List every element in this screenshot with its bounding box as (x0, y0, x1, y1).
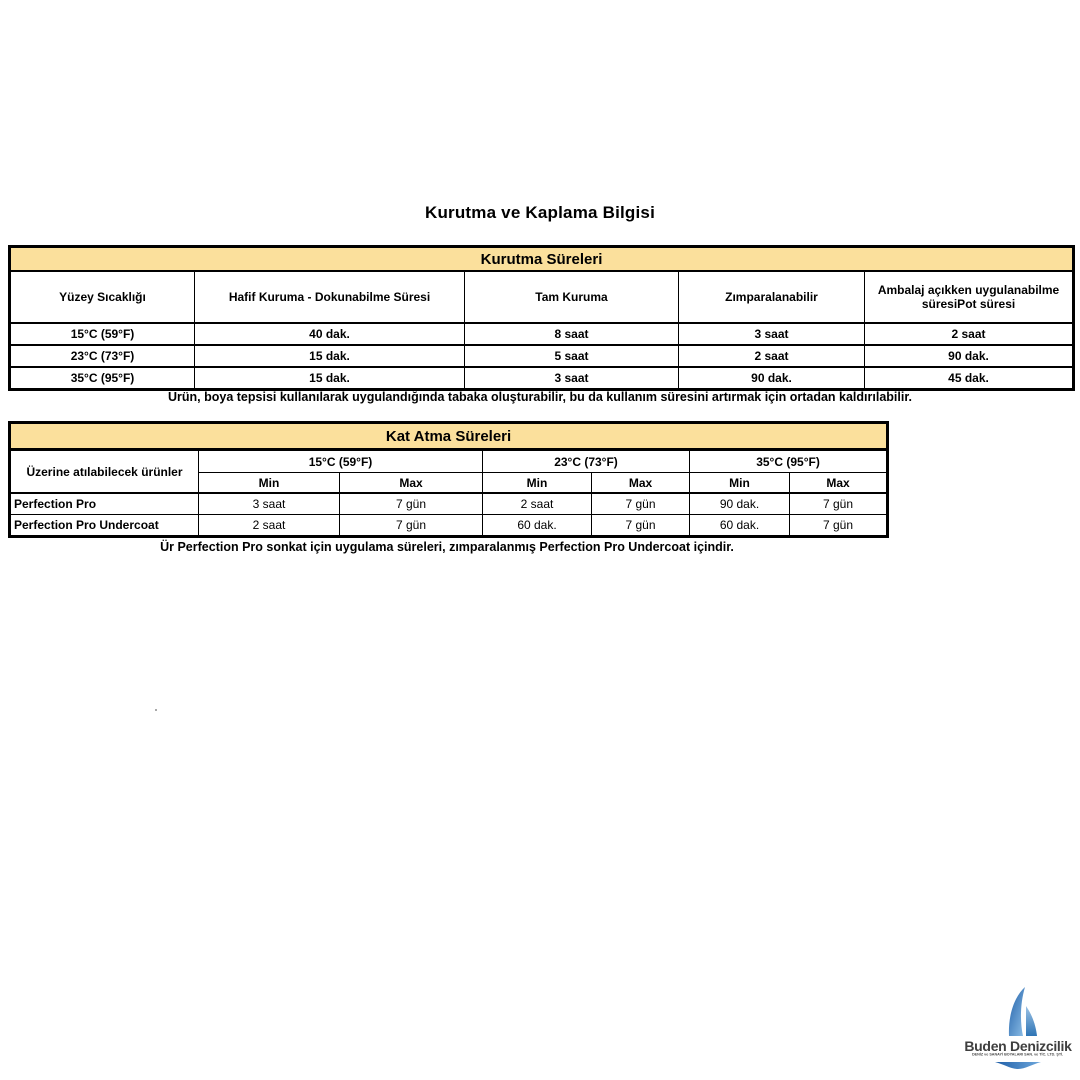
minmax-header: Max (790, 473, 888, 494)
column-header: Yüzey Sıcaklığı (10, 271, 195, 323)
table-cell: 3 saat (679, 323, 865, 345)
table-cell: 90 dak. (690, 493, 790, 515)
temp-group-header: 15°C (59°F) (199, 450, 483, 473)
overcoating-times-table (8, 421, 889, 538)
minmax-header: Min (690, 473, 790, 494)
column-header: Zımparalanabilir (679, 271, 865, 323)
minmax-header: Min (199, 473, 340, 494)
minmax-header: Max (340, 473, 483, 494)
drying-table-note: Ürün, boya tepsisi kullanılarak uygulandığında tabaka oluşturabilir, bu da kullanım süresini artırmak için ortadan kaldırılabilir. (168, 390, 912, 404)
logo-caption: DENİZ ve SANAYİ BOYALARI SAN. ve TİC. LTD. ŞTİ. (972, 1053, 1064, 1057)
table-cell: 35°C (95°F) (10, 367, 195, 390)
table-cell: 15 dak. (195, 345, 465, 367)
page-title: Kurutma ve Kaplama Bilgisi (424, 203, 656, 222)
table-cell: 7 gün (790, 515, 888, 537)
table-cell: 3 saat (199, 493, 340, 515)
minmax-header: Max (592, 473, 690, 494)
table-cell: 90 dak. (865, 345, 1074, 367)
minmax-header: Min (483, 473, 592, 494)
company-logo (960, 986, 1076, 1070)
table-cell: 8 saat (465, 323, 679, 345)
stray-dot-artifact (155, 709, 157, 711)
table-cell: 5 saat (465, 345, 679, 367)
product-name-cell: Perfection Pro (10, 493, 199, 515)
table-cell: 7 gün (340, 493, 483, 515)
table-row (10, 323, 1074, 345)
table-cell: 2 saat (483, 493, 592, 515)
table-cell: 7 gün (592, 515, 690, 537)
table-cell: 60 dak. (690, 515, 790, 537)
column-header: Ambalaj açıkken uygulanabilme süresiPot süresi (865, 271, 1074, 323)
table-header-row (10, 450, 888, 473)
corner-header: Üzerine atılabilecek ürünler (10, 450, 199, 494)
column-header: Hafif Kuruma - Dokunabilme Süresi (195, 271, 465, 323)
table-cell: 15 dak. (195, 367, 465, 390)
temp-group-header: 35°C (95°F) (690, 450, 888, 473)
logo-swoosh-icon (995, 1061, 1041, 1070)
table-cell: 90 dak. (679, 367, 865, 390)
table-cell: 2 saat (199, 515, 340, 537)
table-cell: 2 saat (679, 345, 865, 367)
table-header-row (10, 271, 1074, 323)
table-row (10, 345, 1074, 367)
drying-times-table (8, 245, 1075, 391)
column-header: Tam Kuruma (465, 271, 679, 323)
table-cell: 45 dak. (865, 367, 1074, 390)
logo-company-name: Buden Denizcilik (964, 1038, 1072, 1054)
table-cell: 15°C (59°F) (10, 323, 195, 345)
overcoat-table-note: Ür Perfection Pro sonkat için uygulama süreleri, zımparalanmış Perfection Pro Undercoat içindir. (160, 540, 734, 554)
table-cell: 40 dak. (195, 323, 465, 345)
sailboat-icon (989, 986, 1047, 1038)
table-cell: 3 saat (465, 367, 679, 390)
table-row (10, 493, 888, 515)
table-row (10, 515, 888, 537)
table-cell: 60 dak. (483, 515, 592, 537)
product-name-cell: Perfection Pro Undercoat (10, 515, 199, 537)
table-cell: 2 saat (865, 323, 1074, 345)
overcoat-table-title: Kat Atma Süreleri (10, 423, 888, 450)
table-band-row (10, 423, 888, 450)
table-band-row (10, 247, 1074, 272)
temp-group-header: 23°C (73°F) (483, 450, 690, 473)
drying-table-title: Kurutma Süreleri (10, 247, 1074, 272)
table-cell: 7 gün (592, 493, 690, 515)
table-cell: 7 gün (340, 515, 483, 537)
table-cell: 23°C (73°F) (10, 345, 195, 367)
table-row (10, 367, 1074, 390)
table-cell: 7 gün (790, 493, 888, 515)
